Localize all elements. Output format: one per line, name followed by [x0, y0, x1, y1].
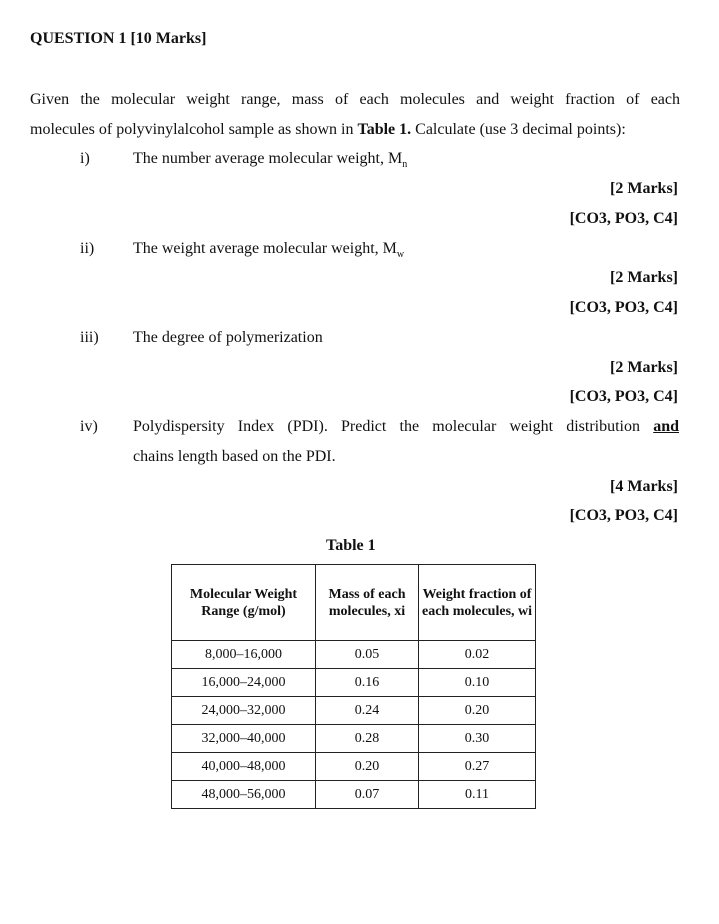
table-cell-range: 24,000–32,000 — [172, 697, 316, 725]
intro-paragraph — [30, 85, 680, 145]
part-iv-number: iv) — [80, 418, 98, 435]
table-cell-fraction: 0.10 — [419, 669, 536, 697]
table-cell-range: 8,000–16,000 — [172, 641, 316, 669]
table-cell-fraction: 0.27 — [419, 753, 536, 781]
table-cell-range: 32,000–40,000 — [172, 725, 316, 753]
part-i-outcomes: [CO3, PO3, C4] — [569, 210, 678, 227]
part-ii-subscript: w — [396, 249, 405, 261]
table-cell-range: 48,000–56,000 — [172, 781, 316, 809]
part-i-number: i) — [80, 150, 90, 167]
part-i-label: The number average molecular weight, M — [133, 150, 403, 167]
part-iv-and: and — [653, 418, 679, 435]
table-caption: Table 1 — [326, 537, 376, 554]
part-iv-outcomes: [CO3, PO3, C4] — [569, 507, 678, 524]
table-cell-fraction: 0.02 — [419, 641, 536, 669]
intro-line-2-start: molecules of polyvinylalcohol sample as shown in — [30, 121, 358, 138]
table-row — [172, 669, 536, 697]
table-header-row — [172, 565, 536, 641]
table-cell-fraction: 0.30 — [419, 725, 536, 753]
table-cell-mass: 0.05 — [316, 641, 419, 669]
part-iii-marks: [2 Marks] — [610, 359, 678, 376]
part-iv-text — [133, 412, 679, 472]
table-header-range: Molecular Weight Range (g/mol) — [172, 565, 316, 641]
table-row — [172, 781, 536, 809]
part-iii-number: iii) — [80, 329, 99, 346]
intro-line-2 — [30, 121, 626, 138]
part-i-marks: [2 Marks] — [610, 180, 678, 197]
intro-line-1: Given the molecular weight range, mass of each molecules and weight fraction of each — [30, 91, 680, 108]
table-cell-range: 16,000–24,000 — [172, 669, 316, 697]
part-iv-line-1-start: Polydispersity Index (PDI). Predict the molecular weight distribution — [133, 418, 654, 435]
table-row — [172, 697, 536, 725]
table-cell-mass: 0.16 — [316, 669, 419, 697]
part-iii-text: The degree of polymerization — [133, 329, 323, 346]
part-ii-label: The weight average molecular weight, M — [133, 240, 397, 257]
table-cell-mass: 0.20 — [316, 753, 419, 781]
table-row — [172, 725, 536, 753]
part-i-subscript: n — [402, 159, 408, 171]
table-cell-fraction: 0.20 — [419, 697, 536, 725]
table-header-fraction: Weight fraction of each molecules, wi — [419, 565, 536, 641]
table-cell-mass: 0.28 — [316, 725, 419, 753]
part-iv-line-1 — [133, 412, 679, 442]
table-cell-mass: 0.24 — [316, 697, 419, 725]
table-row — [172, 753, 536, 781]
table-row — [172, 641, 536, 669]
data-table — [171, 564, 536, 809]
table-cell-mass: 0.07 — [316, 781, 419, 809]
part-ii-text — [133, 240, 404, 260]
intro-table-ref: Table 1. — [357, 121, 412, 138]
intro-line-2-end: Calculate (use 3 decimal points): — [411, 121, 626, 138]
part-i-text — [133, 150, 407, 170]
part-ii-outcomes: [CO3, PO3, C4] — [569, 299, 678, 316]
table-cell-fraction: 0.11 — [419, 781, 536, 809]
table-cell-range: 40,000–48,000 — [172, 753, 316, 781]
part-ii-marks: [2 Marks] — [610, 269, 678, 286]
part-iv-marks: [4 Marks] — [610, 478, 678, 495]
part-ii-number: ii) — [80, 240, 95, 257]
part-iii-outcomes: [CO3, PO3, C4] — [569, 388, 678, 405]
question-title: QUESTION 1 [10 Marks] — [30, 30, 207, 47]
part-iv-line-2: chains length based on the PDI. — [133, 448, 336, 465]
table-header-mass: Mass of each molecules, xi — [316, 565, 419, 641]
